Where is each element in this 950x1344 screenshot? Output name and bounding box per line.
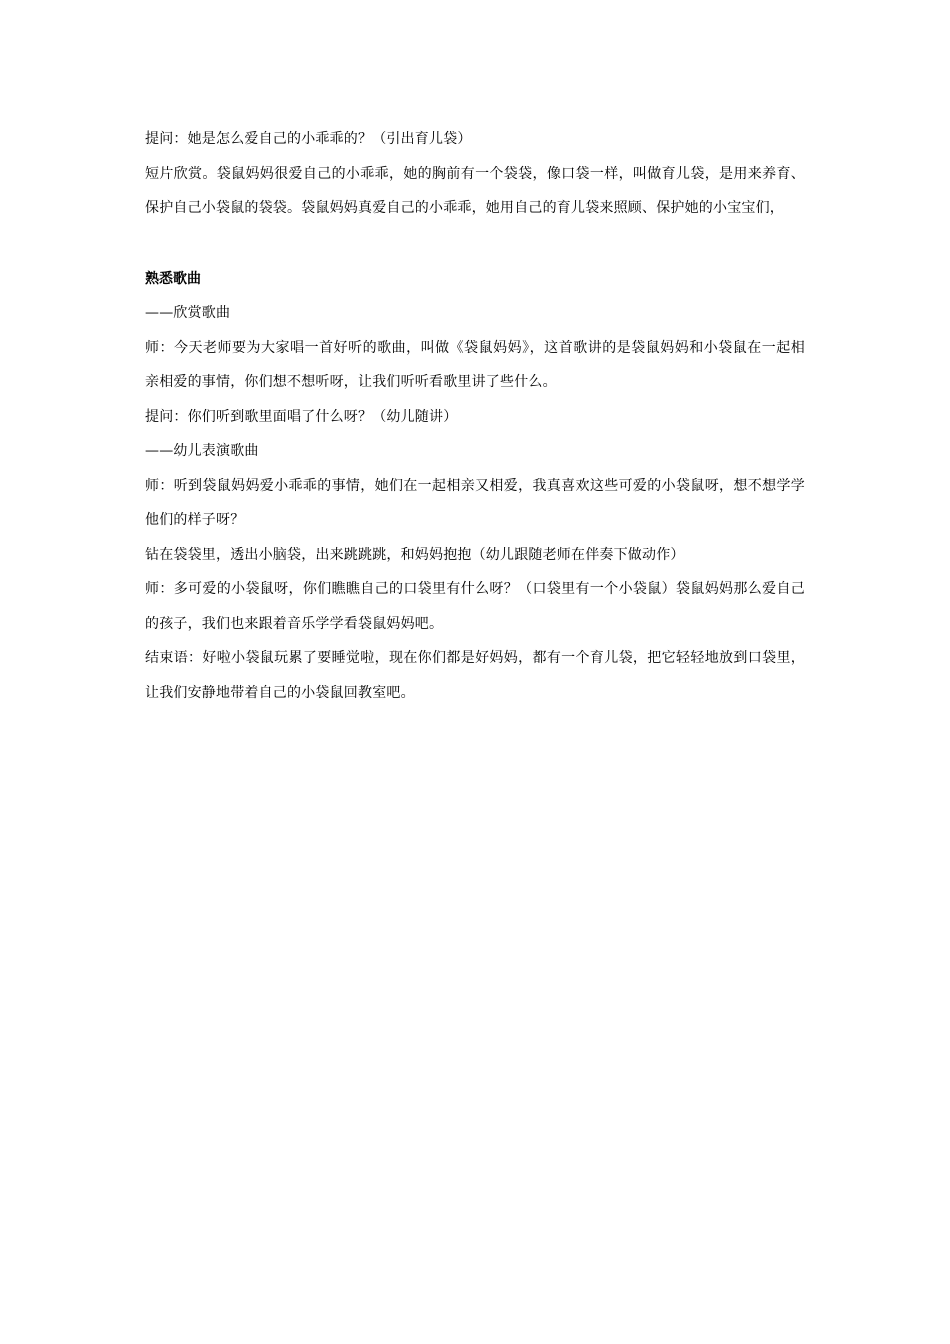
teacher-paragraph-3: 师：多可爱的小袋鼠呀，你们瞧瞧自己的口袋里有什么呀？（口袋里有一个小袋鼠）袋鼠妈妈那么爱自己的孩子，我们也来跟着音乐学学看袋鼠妈妈吧。	[145, 581, 805, 632]
question-paragraph-2: 提问：你们听到歌里面唱了什么呀？（幼儿随讲）	[145, 408, 458, 425]
subheading-appreciate-song: ——欣赏歌曲	[145, 305, 231, 321]
teacher-paragraph-2: 师：听到袋鼠妈妈爱小乖乖的事情，她们在一起相亲又相爱，我真喜欢这些可爱的小袋鼠呀，想不想学学他们的样子呀？	[145, 477, 805, 528]
section-spacer	[145, 226, 805, 262]
closing-paragraph: 结束语：好啦小袋鼠玩累了要睡觉啦，现在你们都是好妈妈，都有一个育儿袋，把它轻轻地放到口袋里，让我们安静地带着自己的小袋鼠回教室吧。	[145, 650, 805, 701]
subheading-perform-song: ——幼儿表演歌曲	[145, 443, 259, 459]
film-paragraph: 短片欣赏。袋鼠妈妈很爱自己的小乖乖，她的胸前有一个袋袋，像口袋一样，叫做育儿袋，是用来养育、保护自己小袋鼠的袋袋。袋鼠妈妈真爱自己的小乖乖，她用自己的育儿袋来照顾、保护她的小宝宝们，	[145, 165, 805, 216]
teacher-paragraph-1: 师：今天老师要为大家唱一首好听的歌曲，叫做《袋鼠妈妈》，这首歌讲的是袋鼠妈妈和小袋鼠在一起相亲相爱的事情，你们想不想听呀，让我们听听看歌里讲了些什么。	[145, 339, 805, 390]
document-body	[145, 122, 805, 710]
action-paragraph: 钻在袋袋里，透出小脑袋，出来跳跳跳，和妈妈抱抱（幼儿跟随老师在伴奏下做动作）	[145, 546, 685, 563]
section-heading: 熟悉歌曲	[145, 270, 201, 287]
question-paragraph: 提问：她是怎么爱自己的小乖乖的？（引出育儿袋）	[145, 131, 472, 147]
